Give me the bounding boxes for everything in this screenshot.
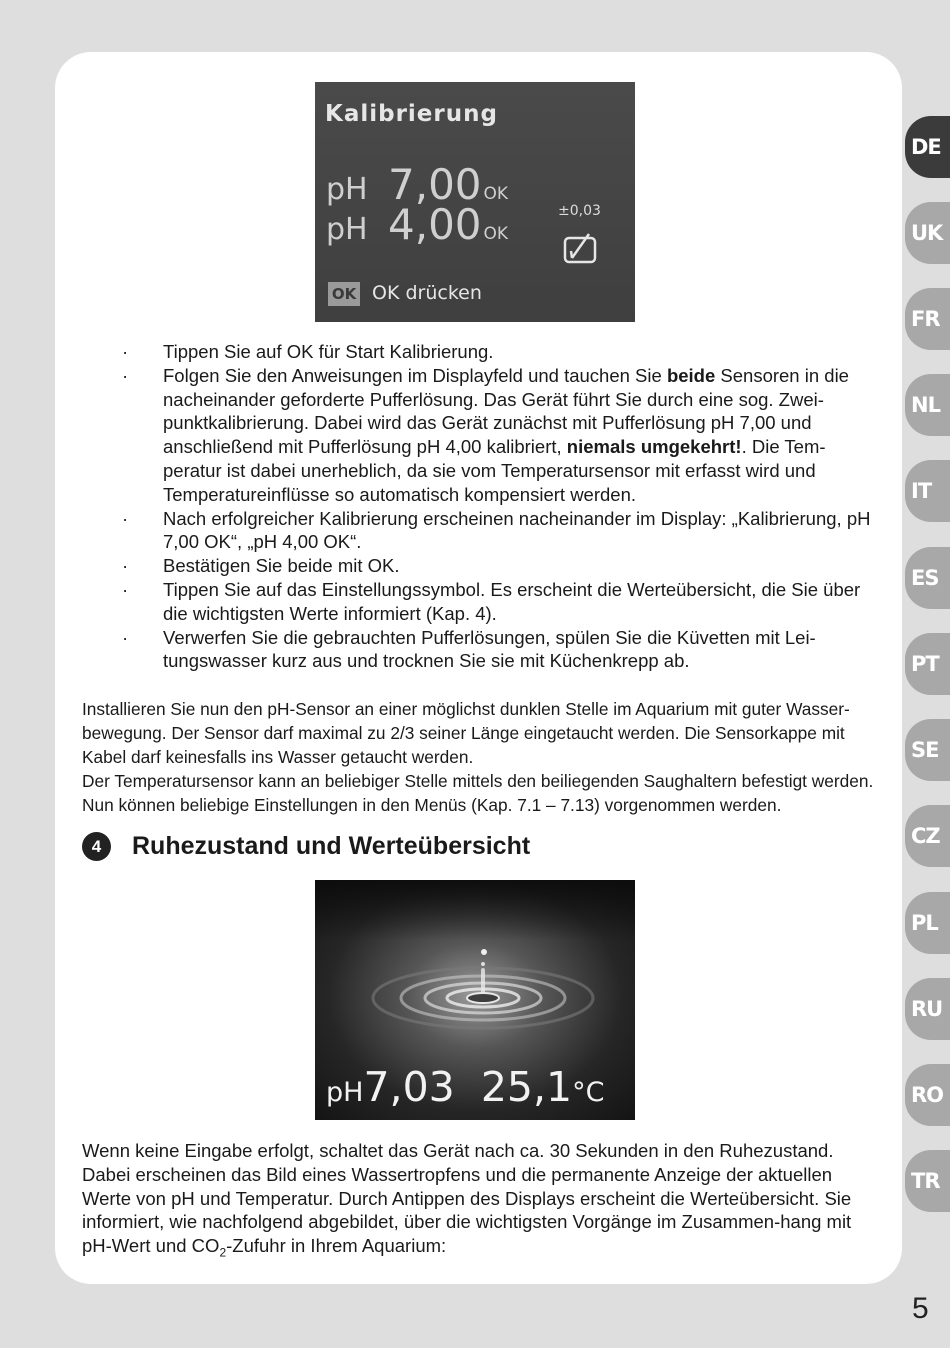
screen-title: Kalibrierung — [325, 101, 498, 127]
calibration-probe-icon — [563, 232, 597, 264]
tab-ro[interactable]: RO — [905, 1064, 950, 1126]
temperature-unit: °C — [572, 1077, 605, 1108]
ph-label: pH — [326, 212, 368, 247]
ph-row-2 — [326, 200, 508, 249]
current-values — [326, 1063, 604, 1111]
install-paragraph — [82, 697, 882, 817]
tab-it[interactable]: IT — [905, 460, 950, 522]
tab-se[interactable]: SE — [905, 719, 950, 781]
ok-button-icon: OK — [328, 282, 360, 306]
list-item: · Verwerfen Sie die gebrauchten Pufferlösungen, spülen Sie die Küvetten mit Lei-tungswasser kurz aus und trocknen Sie sie mit Küchenkrepp ab. — [122, 626, 816, 672]
list-item: · Folgen Sie den Anweisungen im Displayfeld und tauchen Sie beide Sensoren in die nacheinander geforderte Pufferlösung. Das Gerät führt Sie durch eine sog. Zwei-punktkalibrierung. Dabei wird das Gerät zunächst mit Pufferlösung pH 7,00 und anschließend mit Pufferlösung pH 4,00 kalibriert, niemals umgekehrt!. Die Tem-peratur ist dabei unerheblich, da sie vom Temperatursensor mit erfasst wird und Temperatureinflüsse so automatisch kompensiert werden. — [122, 364, 849, 505]
ph-label: pH — [326, 1077, 364, 1108]
ph-label: pH — [326, 172, 368, 207]
tab-fr[interactable]: FR — [905, 288, 950, 350]
list-item: · Bestätigen Sie beide mit OK. — [122, 555, 400, 577]
tab-pt[interactable]: PT — [905, 633, 950, 695]
temperature-value: 25,1 — [480, 1063, 573, 1111]
rest-screen — [315, 880, 635, 1120]
ok-suffix: OK — [483, 224, 509, 244]
page-number: 5 — [912, 1292, 929, 1325]
tab-tr[interactable]: TR — [905, 1150, 950, 1212]
list-item: · Nach erfolgreicher Kalibrierung erscheinen nacheinander im Display: „Kalibrierung, pH 7,00 OK“, „pH 4,00 OK“. — [122, 507, 871, 553]
tab-pl[interactable]: PL — [905, 892, 950, 954]
tab-de[interactable]: DE — [905, 116, 950, 178]
install-text-2: Der Temperatursensor kann an beliebiger Stelle mittels den beiliegenden Saughaltern befestigt werden. Nun können beliebige Einstellungen in den Menüs (Kap. 7.1 – 7.13) vorgenommen werden. — [82, 771, 874, 815]
ok-prompt: OK drücken — [372, 282, 482, 304]
rest-paragraph: Wenn keine Eingabe erfolgt, schaltet das Gerät nach ca. 30 Sekunden in den Ruhezustand. Dabei erscheinen das Bild eines Wassertropfens und die permanente Anzeige der aktuellen Werte von pH und Temperatur. Durch Antippen des Displays erscheint die Werteübersicht. Sie informiert, wie nachfolgend abgebildet, über die wichtigsten Vorgänge im Zusammen-hang mit pH-Wert und $CO_2$-Zufuhr in Ihrem Aquarium: — [82, 1140, 852, 1260]
calibration-screen — [315, 82, 635, 322]
list-item: · Tippen Sie auf das Einstellungssymbol. Es erscheint die Werteübersicht, die Sie über die wichtigsten Werte informiert (Kap. 4). — [122, 578, 861, 624]
list-item: · Tippen Sie auf OK für Start Kalibrierung. — [122, 341, 494, 362]
tab-es[interactable]: ES — [905, 547, 950, 609]
section-title: Ruhezustand und Werteübersicht — [132, 832, 531, 860]
install-text-1: Installieren Sie nun den pH-Sensor an einer möglichst dunklen Stelle im Aquarium mit guter Wasser-bewegung. Der Sensor darf maximal zu 2/3 seiner Länge eingetaucht werden. Die Sensorkappe mit Kabel darf keinesfalls ins Wasser getaucht werden. — [82, 699, 850, 767]
tab-ru[interactable]: RU — [905, 978, 950, 1040]
section-heading — [82, 832, 530, 861]
instruction-list — [120, 340, 880, 673]
tab-nl[interactable]: NL — [905, 374, 950, 436]
ok-suffix: OK — [483, 184, 509, 204]
tab-uk[interactable]: UK — [905, 202, 950, 264]
tab-cz[interactable]: CZ — [905, 805, 950, 867]
ph-value-2: 4,00 — [388, 200, 482, 249]
ph-value-1: 7,00 — [388, 160, 482, 209]
section-number-badge: 4 — [82, 832, 111, 861]
tolerance-label: ±0,03 — [558, 203, 601, 219]
ph-value: 7,03 — [363, 1063, 455, 1111]
